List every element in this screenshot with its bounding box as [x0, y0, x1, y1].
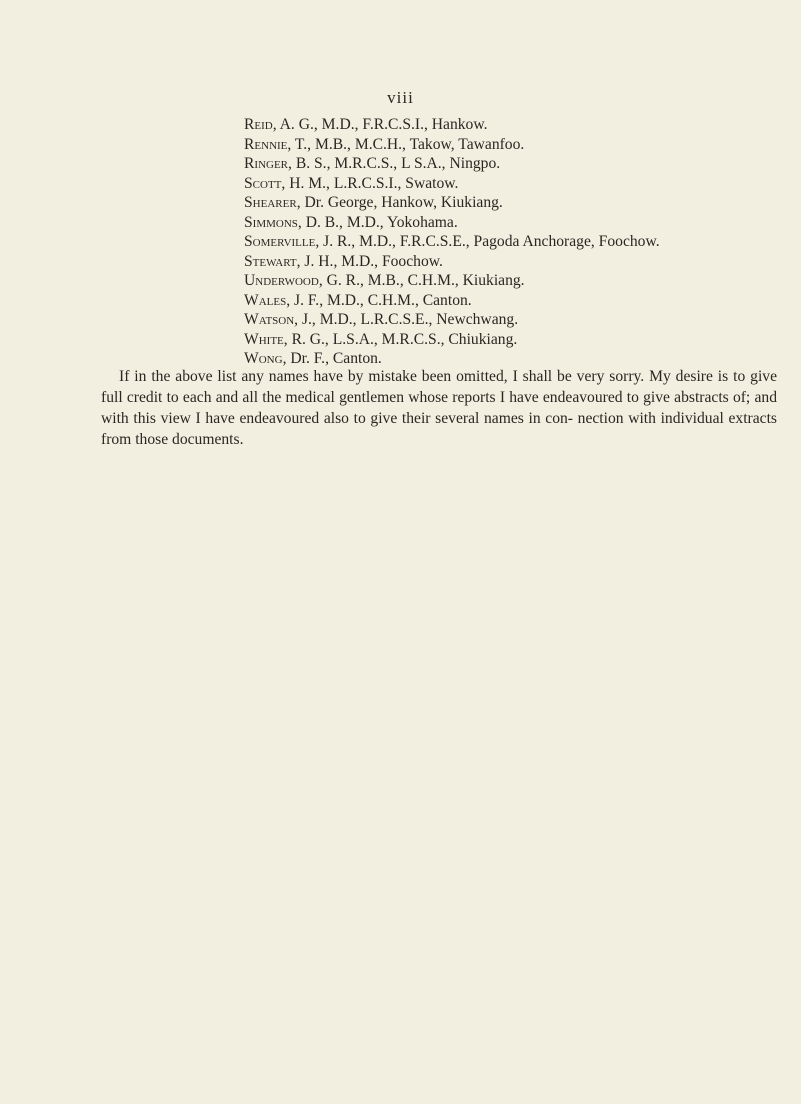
list-item — [244, 291, 660, 311]
list-item — [244, 271, 660, 291]
surname: Somerville — [244, 233, 316, 250]
surname: Watson — [244, 311, 295, 328]
entry-details: , J., M.D., L.R.C.S.E., Newchwang. — [294, 311, 519, 328]
surname: Scott — [244, 174, 282, 192]
surname: Wong — [244, 350, 283, 367]
entry-details: , J. F., M.D., C.H.M., Canton. — [286, 291, 472, 309]
closing-paragraph: If in the above list any names have by mistake been omitted, I shall be very sorry. My desire is to give full credit to each and all the medical gentlemen whose reports I have endeavoured to give abstracts of; and with this view I have endeavoured also to give their several names in con- nection with individual extracts from those documents. — [101, 368, 777, 448]
contributors-list — [244, 115, 660, 369]
entry-details: , D. B., M.D., Yokohama. — [297, 213, 458, 231]
surname: Ringer — [244, 155, 289, 172]
list-item — [244, 154, 660, 174]
surname: Wales — [244, 291, 287, 309]
entry-details: , Dr. George, Hankow, Kiukiang. — [296, 194, 503, 211]
list-item — [244, 115, 660, 135]
entry-details: , J. R., M.D., F.R.C.S.E., Pagoda Anchorage, Foochow. — [315, 233, 660, 250]
list-item — [244, 232, 660, 252]
entry-details: , G. R., M.B., C.H.M., Kiukiang. — [318, 272, 525, 289]
entry-details: , J. H., M.D., Foochow. — [296, 252, 443, 270]
page-number: viii — [387, 88, 414, 107]
list-item — [244, 330, 660, 350]
list-item — [244, 252, 660, 272]
entry-details: , T., M.B., M.C.H., Takow, Tawanfoo. — [287, 135, 525, 153]
surname: Reid — [244, 116, 273, 133]
list-item — [244, 310, 660, 330]
surname: Simmons — [244, 213, 298, 231]
list-item — [244, 193, 660, 213]
surname: Underwood — [244, 272, 319, 289]
entry-details: , B. S., M.R.C.S., L S.A., Ningpo. — [288, 155, 501, 172]
surname: White — [244, 330, 284, 348]
entry-details: , Dr. F., Canton. — [282, 350, 382, 367]
entry-details: , R. G., L.S.A., M.R.C.S., Chiukiang. — [283, 330, 518, 348]
entry-details: , H. M., L.R.C.S.I., Swatow. — [281, 174, 459, 192]
list-item — [244, 174, 660, 194]
list-item — [244, 135, 660, 155]
surname: Shearer — [244, 194, 297, 211]
list-item — [244, 213, 660, 233]
surname: Rennie — [244, 135, 288, 153]
surname: Stewart — [244, 252, 297, 270]
entry-details: , A. G., M.D., F.R.C.S.I., Hankow. — [272, 116, 488, 133]
